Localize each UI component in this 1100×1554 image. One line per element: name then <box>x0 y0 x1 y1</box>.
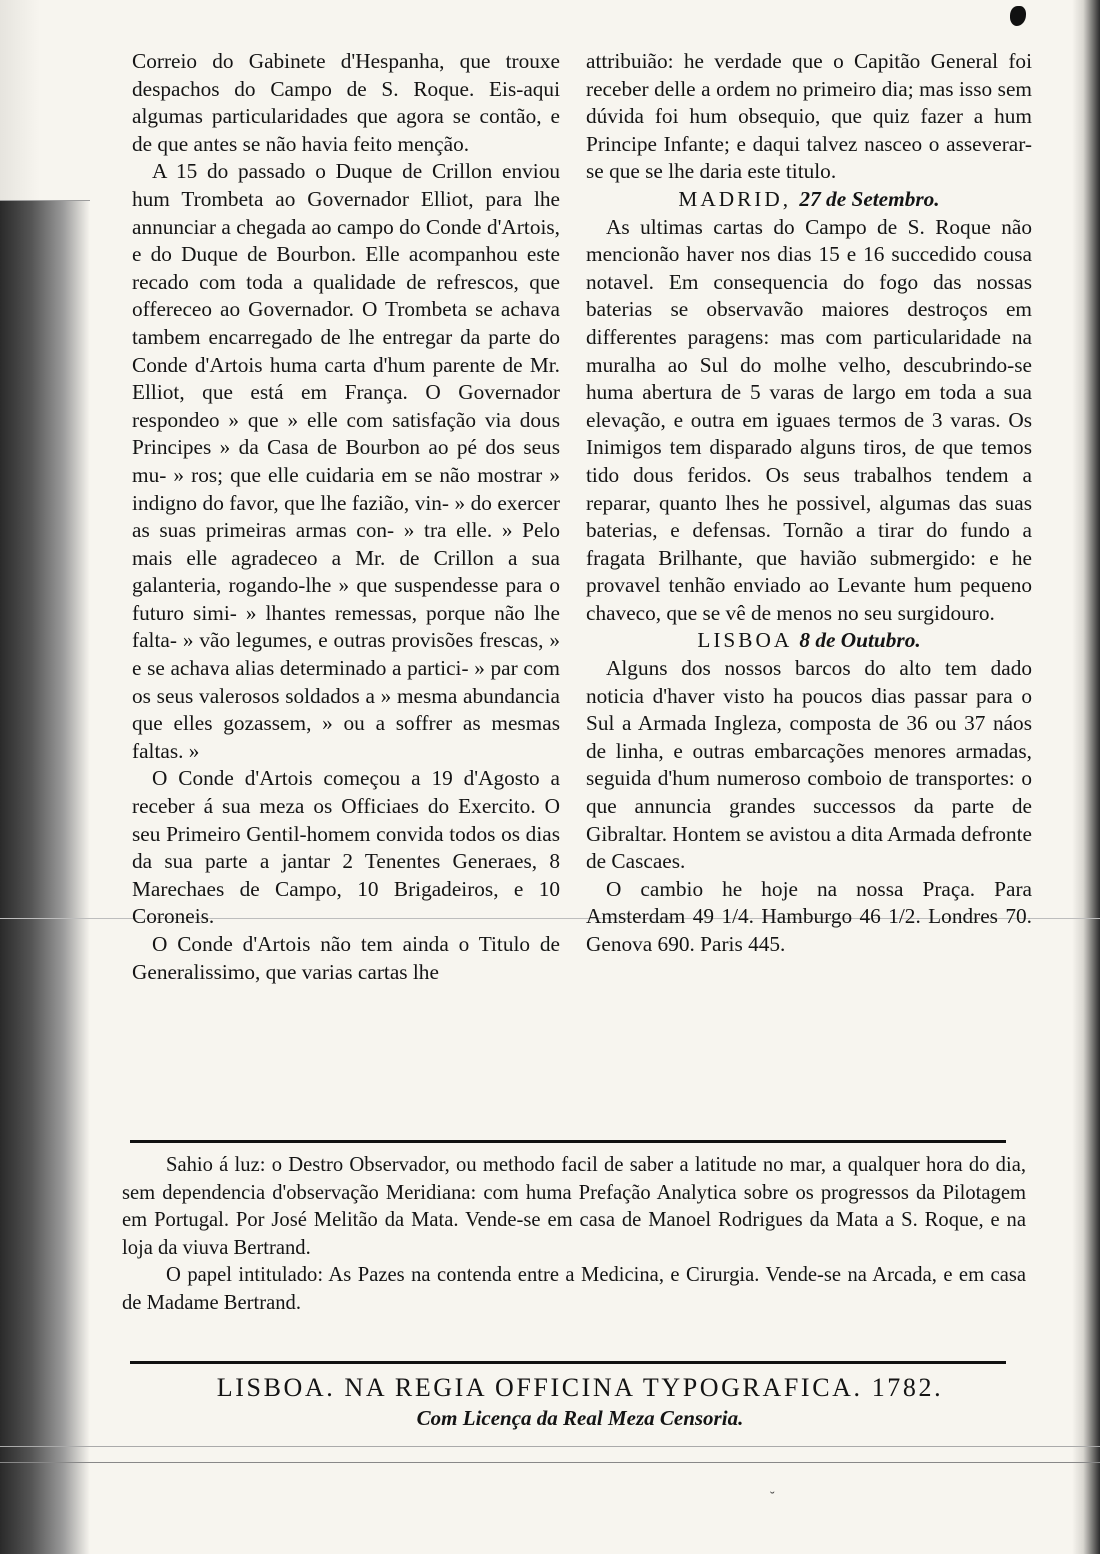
dateline-place: LISBOA <box>697 628 792 653</box>
divider-rule <box>130 1140 1006 1143</box>
imprint-line: LISBOA. NA REGIA OFFICINA TYPOGRAFICA. 1782. <box>216 1373 944 1402</box>
dateline-date: 27 de Setembro. <box>799 186 940 211</box>
paragraph: O Conde d'Artois começou a 19 d'Agosto a receber á sua meza os Officiaes do Exercito. O seu Primeiro Gentil-homem convida todos os dias da sua parte a jantar 2 Tenentes Generaes, 8 Marechaes de Campo, 10 Brigadeiros, e 10 Coroneis. <box>132 766 560 929</box>
paragraph: A 15 do passado o Duque de Crillon enviou hum Trombeta ao Governador Elliot, para lhe annunciar a chegada ao campo do Conde d'Artois, e do Duque de Bourbon. Elle acompanhou este recado com toda a qualidade de refrescos, que offereceo ao Governador. O Trombeta se achava tambem encarregado de lhe entregar da parte do Conde d'Artois huma carta d'hum parente de Mr. Elliot, que está em França. O Governador respondeo » que » elle com satisfação via dous Principes » da Casa de Bourbon ao pé dos seus mu- » ros; que elle cuidaria em se não mostrar » indigno do favor, que lhe fazião, vin- » do exercer as suas primeiras armas con- » tra elle. » Pelo mais elle agradeceo a Mr. de Crillon a sua galanteria, rogando-lhe » que suspendesse para o futuro simi- » lhantes remessas, porque não lhe falta- » vão legumes, e outras provisões frescas, » e se achava alias determinado a partici- » par com os seus valerosos soldados a » mesma abundancia que elles gozassem, » ou a soffrer as mesmas faltas. » <box>132 159 560 763</box>
fold-line <box>0 1462 1100 1463</box>
scan-edge-left-top <box>0 0 40 200</box>
ink-blot <box>1010 6 1026 26</box>
fold-line <box>0 1446 1100 1447</box>
advertisement: O papel intitulado: As Pazes na contenda entre a Medicina, e Cirurgia. Vende-se na Arcada, e em casa de Madame Bertrand. <box>122 1264 1026 1314</box>
right-column <box>586 48 1032 959</box>
advertisements <box>122 1152 1026 1318</box>
scan-edge-right <box>1072 0 1100 1554</box>
license-line: Com Licença da Real Meza Censoria. <box>416 1406 744 1430</box>
dateline-date: 8 de Outubro. <box>799 628 921 653</box>
paragraph: O Conde d'Artois não tem ainda o Titulo de Generalissimo, que varias cartas lhe <box>132 932 560 984</box>
scan-shadow-left <box>0 200 90 1554</box>
fold-line <box>0 200 90 201</box>
paragraph: As ultimas cartas do Campo de S. Roque não mencionão haver nos dias 15 e 16 succedido cousa notavel. Em consequencia do fogo das nossas baterias se observavão maiores destroços em differentes paragens: mas com particularidade na muralha ao Sul do molhe velho, descubrindo-se huma abertura de 5 varas de largo em toda a sua elevação, e outra em iguaes termos de 3 varas. Os Inimigos tem disparado alguns tiros, de que temos tido dous feridos. Os seus trabalhos tendem a reparar, quanto lhes he possivel, algumas das suas baterias, e defensas. Tornão a tirar do fundo a fragata Brilhante, que havião submergido: e he provavel tenhão enviado ao Levante hum pequeno chaveco, que se vê de menos no seu surgidouro. <box>586 214 1032 625</box>
left-column <box>132 48 560 986</box>
paragraph: Alguns dos nossos barcos do alto tem dado noticia d'haver visto ha poucos dias passar para o Sul a Armada Ingleza, composta de 36 ou 37 náos de linha, e outras embarcações menores armadas, seguida d'hum numeroso comboio de transportes: o que annuncia grandes successos da parte de Gibraltar. Hontem se avistou a dita Armada defronte de Cascaes. <box>586 656 1032 874</box>
paragraph-cambio: O cambio he hoje na nossa Praça. Para Amsterdam 49 1/4. Hamburgo 46 1/2. Londres 70. Genova 690. Paris 445. <box>586 876 1032 956</box>
dateline-place: MADRID, <box>678 186 792 211</box>
advertisement: Sahio á luz: o Destro Observador, ou methodo facil de saber a latitude no mar, a qualquer hora do dia, sem dependencia d'observação Meridiana: com huma Prefação Analytica sobre os progressos da Pilotagem em Portugal. Por José Melitão da Mata. Vende-se em casa de Manoel Rodrigues da Mata a S. Roque, e na loja da viuva Bertrand. <box>122 1154 1026 1259</box>
paragraph: attribuião: he verdade que o Capitão General foi receber delle a ordem no primeiro dia; mas isso sem dúvida foi hum obsequio, que quiz fazer a hum Principe Infante; e daqui talvez nasceo o asseverar-se que se lhe daria este titulo. <box>586 49 1032 184</box>
dateline-madrid <box>586 186 1032 214</box>
paragraph: Correio do Gabinete d'Hespanha, que trouxe despachos do Campo de S. Roque. Eis-aqui algumas particularidades que agora se contão, e de que antes se não havia feito menção. <box>132 49 560 156</box>
divider-rule <box>130 1361 1006 1364</box>
dateline-lisboa <box>586 627 1032 655</box>
page-mark: ˘ <box>770 1490 775 1505</box>
